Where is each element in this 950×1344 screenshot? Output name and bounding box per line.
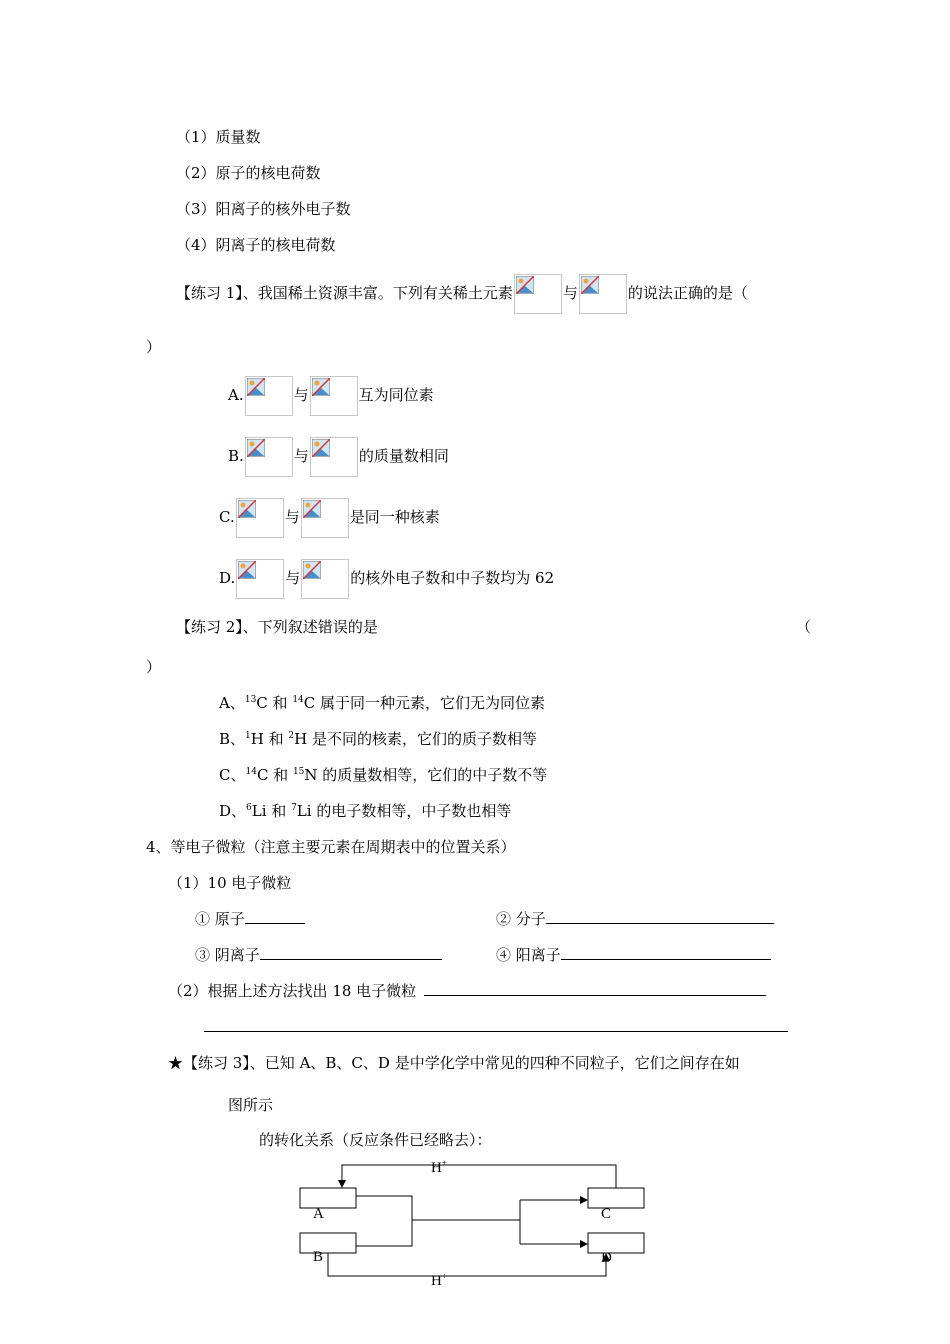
option-prefix: A、 — [219, 694, 245, 712]
broken-image-icon — [245, 437, 293, 477]
section-4-sub2-field — [168, 981, 766, 1001]
exercise-2-option-d — [219, 801, 511, 821]
exercise-2-title: 【练习 2】、下列叙述错误的是 — [176, 618, 378, 636]
option-text: C 属于同一种元素，它们无为同位素 — [303, 694, 546, 712]
connector-text: 与 — [285, 569, 301, 587]
exercise-1-close-paren: ） — [146, 338, 162, 356]
connector-text: 与 — [284, 508, 300, 526]
anion-field — [195, 945, 442, 965]
broken-image-icon — [310, 376, 358, 416]
broken-image-icon — [301, 559, 349, 599]
option-prefix: C、 — [219, 766, 246, 784]
h-text: H — [431, 1273, 442, 1289]
mass-number: 13 — [244, 695, 257, 705]
option-text: Li 的电子数相等，中子数也相等 — [296, 802, 512, 820]
exercise-1-option-c — [219, 497, 440, 538]
cation-label: ④ 阳离子 — [496, 946, 561, 964]
mass-number: 14 — [292, 695, 304, 705]
broken-image-icon — [236, 559, 284, 599]
section-4-sub1: （1）10 电子微粒 — [168, 874, 292, 892]
mass-number: 15 — [292, 767, 305, 777]
connector-text: 与 — [293, 386, 309, 404]
cation-field — [496, 945, 771, 965]
exercise-1-title: 【练习 1】、我国稀土资源丰富。下列有关稀土元素 — [176, 284, 513, 302]
answer-blank[interactable] — [561, 945, 771, 960]
plus-superscript: + — [441, 1271, 447, 1281]
broken-image-icon — [579, 274, 627, 314]
connector-text: 与 — [293, 447, 309, 465]
mass-number: 7 — [291, 803, 297, 813]
option-label: C. — [219, 508, 235, 526]
answer-blank[interactable] — [260, 945, 442, 960]
broken-image-icon — [245, 376, 293, 416]
answer-blank[interactable] — [424, 981, 766, 996]
exercise-3-title: ★【练习 3】、已知 A、B、C、D 是中学化学中常见的四种不同粒子，它们之间存在如 — [168, 1054, 740, 1072]
exercise-2-option-a — [219, 693, 545, 713]
option-prefix: B、 — [219, 730, 246, 748]
option-text: 的核外电子数和中子数均为 62 — [350, 569, 555, 587]
label-d: D — [601, 1250, 612, 1266]
list-item-2: （2）原子的核电荷数 — [176, 164, 321, 182]
connector-text: 与 — [562, 284, 578, 302]
option-text: 的质量数相同 — [358, 447, 449, 465]
mass-number: 2 — [288, 731, 295, 741]
option-label: A. — [228, 386, 244, 404]
option-text: H 和 — [250, 730, 289, 748]
list-item-1: （1）质量数 — [176, 128, 261, 146]
option-text: H 是不同的核素，它们的质子数相等 — [294, 730, 537, 748]
exercise-2-option-b — [219, 729, 537, 749]
option-label: B. — [228, 447, 244, 465]
section-4-sub2: （2）根据上述方法找出 18 电子微粒 — [168, 982, 417, 1000]
broken-image-icon — [236, 498, 284, 538]
anion-label: ③ 阴离子 — [195, 946, 260, 964]
box-b — [300, 1233, 356, 1253]
option-text: 互为同位素 — [358, 386, 434, 404]
option-text: N 的质量数相等，它们的中子数不等 — [304, 766, 548, 784]
molecule-field — [496, 909, 774, 929]
option-text: Li 和 — [251, 802, 292, 820]
option-text: C 和 — [256, 694, 293, 712]
answer-blank-line[interactable] — [204, 1031, 788, 1032]
exercise-1-tail: 的说法正确的是（ — [627, 284, 748, 302]
exercise-3-line3: 的转化关系（反应条件已经略去）： — [259, 1131, 492, 1149]
exercise-2-option-c — [219, 765, 547, 785]
exercise-1-option-b — [228, 436, 449, 477]
label-c: C — [601, 1206, 612, 1222]
atom-field — [195, 909, 305, 929]
arrow-c-to-a — [342, 1165, 616, 1188]
label-a: A — [313, 1206, 324, 1222]
label-b: B — [313, 1249, 324, 1265]
broken-image-icon — [310, 437, 358, 477]
box-c — [588, 1188, 644, 1208]
conversion-diagram — [290, 1158, 660, 1290]
label-h-bottom — [431, 1271, 447, 1289]
plus-superscript: + — [441, 1158, 447, 1168]
mass-number: 6 — [246, 803, 252, 813]
section-4-title: 4、等电子微粒（注意主要元素在周期表中的位置关系） — [146, 838, 516, 856]
broken-image-icon — [514, 274, 562, 314]
label-h-top — [431, 1158, 447, 1176]
arrow-b-to-d — [328, 1253, 606, 1276]
molecule-label: ② 分子 — [496, 910, 546, 928]
box-a — [300, 1188, 356, 1208]
mass-number: 14 — [245, 767, 257, 777]
exercise-1-question — [176, 273, 748, 314]
exercise-1-option-a — [228, 375, 434, 416]
reactant-bracket — [356, 1196, 412, 1246]
exercise-3-line2: 图所示 — [228, 1096, 274, 1114]
atom-label: ① 原子 — [195, 910, 245, 928]
exercise-2-close-paren: ） — [146, 658, 162, 676]
h-text: H — [431, 1160, 442, 1176]
broken-image-icon — [301, 498, 349, 538]
answer-blank[interactable] — [245, 909, 305, 924]
exercise-2-open-paren: （ — [796, 618, 812, 636]
list-item-3: （3）阳离子的核外电子数 — [176, 200, 351, 218]
exercise-1-option-d — [219, 558, 554, 599]
mass-number: 1 — [245, 731, 251, 741]
option-prefix: D、 — [219, 802, 247, 820]
list-item-4: （4）阴离子的核电荷数 — [176, 236, 336, 254]
box-d — [588, 1233, 644, 1253]
option-text: C 和 — [256, 766, 293, 784]
option-text: 是同一种核素 — [349, 508, 440, 526]
answer-blank[interactable] — [546, 909, 774, 924]
option-label: D. — [219, 569, 236, 587]
